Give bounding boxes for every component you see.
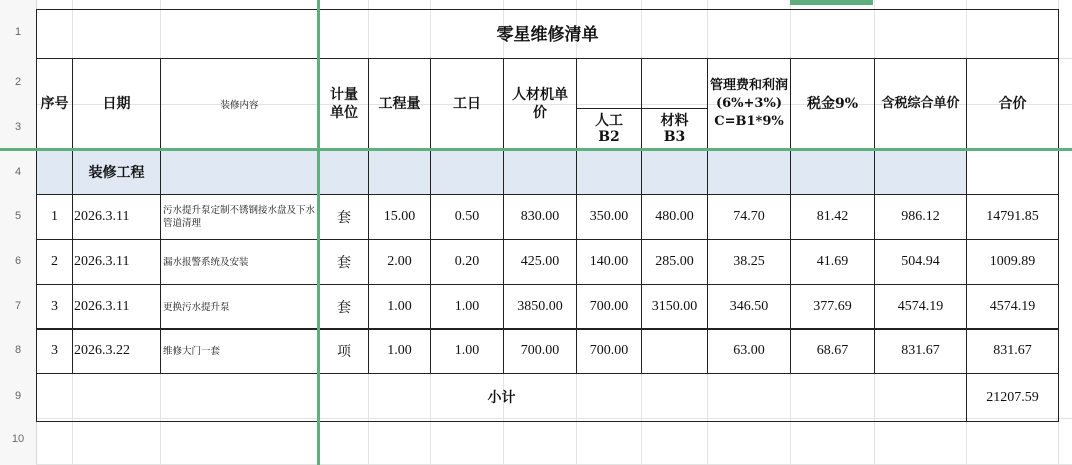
subtotal-value[interactable] bbox=[966, 373, 1059, 422]
title-text: 零星维修清单 bbox=[496, 24, 599, 45]
subtotal-value-text: 21207.59 bbox=[986, 389, 1039, 405]
table-cell-date[interactable] bbox=[72, 328, 161, 374]
table-cell-seq[interactable] bbox=[36, 328, 73, 374]
section-label-text: 装修工程 bbox=[88, 164, 145, 181]
cell-value: 2026.3.11 bbox=[74, 209, 130, 224]
cell-value: 480.00 bbox=[655, 209, 694, 224]
cell-value: 38.25 bbox=[733, 254, 765, 269]
table-cell-tax[interactable] bbox=[790, 194, 875, 240]
table-cell-date[interactable] bbox=[72, 239, 161, 285]
table-cell-content[interactable] bbox=[160, 284, 319, 330]
cell-value: 套 bbox=[337, 210, 351, 226]
cell-value: 0.50 bbox=[454, 209, 480, 224]
cell-value: 1.00 bbox=[454, 299, 480, 314]
header-labor[interactable] bbox=[576, 108, 642, 150]
header-material-text: 材料 B3 bbox=[660, 113, 689, 145]
header-mgmt[interactable] bbox=[707, 58, 791, 150]
table-cell-workday[interactable] bbox=[430, 194, 504, 240]
table-cell-total[interactable] bbox=[966, 239, 1059, 285]
cell-value: 700.00 bbox=[589, 343, 629, 358]
header-mgmt-text: 管理费和利润 (6%+3%) C=B1*9% bbox=[709, 78, 788, 129]
header-labor-text: 人工 B2 bbox=[595, 113, 623, 145]
cell-value: 1009.89 bbox=[989, 254, 1036, 269]
header-seq-text: 序号 bbox=[40, 96, 69, 112]
section-cell[interactable] bbox=[874, 150, 967, 195]
cell-value: 3 bbox=[51, 343, 58, 358]
cell-value: 2026.3.11 bbox=[74, 254, 130, 269]
subtotal-label-text: 小计 bbox=[487, 389, 516, 406]
row-number-8[interactable]: 8 bbox=[14, 344, 22, 356]
header-unit[interactable] bbox=[319, 58, 369, 150]
cell-value: 63.00 bbox=[733, 343, 765, 358]
section-cell[interactable] bbox=[430, 150, 504, 195]
header-unit-price[interactable] bbox=[503, 58, 577, 150]
cell-value: 2026.3.11 bbox=[74, 299, 130, 314]
header-date[interactable] bbox=[72, 58, 161, 150]
header-material[interactable] bbox=[641, 108, 708, 150]
table-cell-unit[interactable] bbox=[319, 194, 369, 240]
cell-value: 套 bbox=[337, 300, 351, 316]
table-cell-labor[interactable] bbox=[576, 284, 642, 330]
table-cell-unit[interactable] bbox=[319, 284, 369, 330]
cell-value: 346.50 bbox=[729, 299, 769, 314]
table-cell-mgmt[interactable] bbox=[707, 239, 791, 285]
table-cell-tax-unit-price[interactable] bbox=[874, 239, 967, 285]
table-cell-tax-unit-price[interactable] bbox=[874, 284, 967, 330]
row-header-column bbox=[0, 0, 37, 465]
cell-value: 2 bbox=[51, 254, 58, 269]
table-cell-content[interactable] bbox=[160, 328, 319, 374]
header-content-text: 装修内容 bbox=[220, 100, 259, 111]
table-cell-unit[interactable] bbox=[319, 239, 369, 285]
cell-value: 3 bbox=[51, 299, 58, 314]
section-cell[interactable] bbox=[576, 150, 642, 195]
header-qty[interactable] bbox=[368, 58, 431, 150]
header-qty-text: 工程量 bbox=[378, 96, 421, 112]
cell-value: 2.00 bbox=[387, 254, 412, 269]
freeze-pane-vertical[interactable] bbox=[317, 0, 320, 465]
table-cell-tax[interactable] bbox=[790, 284, 875, 330]
table-cell-labor[interactable] bbox=[576, 328, 642, 374]
cell-value: 14791.85 bbox=[986, 209, 1039, 224]
table-cell-tax[interactable] bbox=[790, 239, 875, 285]
table-cell-mgmt[interactable] bbox=[707, 194, 791, 240]
table-cell-mgmt[interactable] bbox=[707, 328, 791, 374]
table-cell-material[interactable] bbox=[641, 194, 708, 240]
row-number-6[interactable]: 6 bbox=[14, 255, 22, 267]
table-cell-tax-unit-price[interactable] bbox=[874, 194, 967, 240]
table-cell-seq[interactable] bbox=[36, 239, 73, 285]
table-cell-workday[interactable] bbox=[430, 239, 504, 285]
header-total-text: 合价 bbox=[998, 96, 1027, 112]
table-cell-date[interactable] bbox=[72, 284, 161, 330]
table-cell-labor[interactable] bbox=[576, 194, 642, 240]
cell-value: 漏水报警系统及安装 bbox=[163, 256, 249, 268]
cell-value: 830.00 bbox=[520, 209, 560, 224]
section-cell[interactable] bbox=[790, 150, 875, 195]
header-tax-unit-price-text: 含税综合单价 bbox=[881, 96, 960, 111]
header-unit-text: 计量单位 bbox=[330, 87, 358, 121]
cell-value: 项 bbox=[337, 344, 351, 360]
section-cell[interactable] bbox=[160, 150, 319, 195]
cell-value: 81.42 bbox=[816, 209, 849, 224]
header-total[interactable] bbox=[966, 58, 1059, 150]
table-cell-mgmt[interactable] bbox=[707, 284, 791, 330]
header-labor-top[interactable] bbox=[576, 58, 642, 109]
row-number-7[interactable]: 7 bbox=[14, 300, 22, 312]
cell-value: 4574.19 bbox=[897, 299, 944, 314]
table-cell-total[interactable] bbox=[966, 194, 1059, 240]
table-cell-workday[interactable] bbox=[430, 328, 504, 374]
cell-value: 1 bbox=[51, 209, 58, 224]
cell-value: 986.12 bbox=[901, 209, 940, 224]
table-cell-tax-unit-price[interactable] bbox=[874, 328, 967, 374]
column-selection-indicator bbox=[790, 0, 873, 5]
table-cell-labor[interactable] bbox=[576, 239, 642, 285]
table-cell-material[interactable] bbox=[641, 239, 708, 285]
table-cell-content[interactable] bbox=[160, 239, 319, 285]
cell-value: 更换污水提升泵 bbox=[163, 301, 230, 313]
cell-value: 74.70 bbox=[733, 209, 765, 224]
section-cell[interactable] bbox=[707, 150, 791, 195]
cell-value: 2026.3.22 bbox=[74, 343, 130, 358]
table-cell-qty[interactable] bbox=[368, 239, 431, 285]
cell-value: 4574.19 bbox=[989, 299, 1036, 314]
header-content[interactable] bbox=[160, 58, 319, 150]
cell-value: 1.00 bbox=[387, 299, 412, 314]
cell-value: 污水提升泵定制不锈钢接水盘及下水管道清理 bbox=[163, 205, 316, 229]
table-cell-total[interactable] bbox=[966, 284, 1059, 330]
freeze-pane-horizontal[interactable] bbox=[0, 148, 1072, 151]
cell-value: 831.67 bbox=[993, 343, 1032, 358]
section-cell[interactable] bbox=[641, 150, 708, 195]
row-number-4[interactable]: 4 bbox=[14, 166, 22, 178]
cell-value: 377.69 bbox=[813, 299, 852, 314]
table-cell-total[interactable] bbox=[966, 328, 1059, 374]
row-number-1[interactable]: 1 bbox=[14, 26, 22, 38]
section-cell[interactable] bbox=[503, 150, 577, 195]
table-cell-qty[interactable] bbox=[368, 194, 431, 240]
header-date-text: 日期 bbox=[102, 96, 131, 112]
table-cell-content[interactable] bbox=[160, 194, 319, 240]
table-cell-material[interactable] bbox=[641, 328, 708, 374]
row-number-5[interactable]: 5 bbox=[14, 210, 22, 222]
header-unit-price-text: 人材机单价 bbox=[512, 87, 568, 121]
table-cell-unit-price[interactable] bbox=[503, 239, 577, 285]
table-cell-unit[interactable] bbox=[319, 328, 369, 374]
table-cell-tax[interactable] bbox=[790, 328, 875, 374]
cell-value: 套 bbox=[337, 255, 351, 271]
section-cell[interactable] bbox=[36, 150, 73, 195]
table-cell-material[interactable] bbox=[641, 284, 708, 330]
table-cell-date[interactable] bbox=[72, 194, 161, 240]
header-material-top[interactable] bbox=[641, 58, 708, 109]
cell-value: 700.00 bbox=[589, 299, 629, 314]
section-cell[interactable] bbox=[368, 150, 431, 195]
row-number-10[interactable]: 10 bbox=[11, 433, 25, 445]
cell-value: 41.69 bbox=[816, 254, 849, 269]
cell-value: 1.00 bbox=[387, 343, 412, 358]
cell-value: 140.00 bbox=[589, 254, 629, 269]
cell-value: 3150.00 bbox=[651, 299, 698, 314]
cell-value: 68.67 bbox=[816, 343, 849, 358]
subtotal-label[interactable] bbox=[36, 373, 967, 422]
sheet-title[interactable] bbox=[36, 9, 1059, 59]
header-workday[interactable] bbox=[430, 58, 504, 150]
cell-value: 350.00 bbox=[589, 209, 629, 224]
cell-value: 15.00 bbox=[383, 209, 416, 224]
table-cell-unit-price[interactable] bbox=[503, 328, 577, 374]
header-tax[interactable] bbox=[790, 58, 875, 150]
table-cell-qty[interactable] bbox=[368, 328, 431, 374]
cell-value: 285.00 bbox=[655, 254, 694, 269]
section-cell[interactable] bbox=[966, 150, 1059, 195]
cell-value: 831.67 bbox=[901, 343, 940, 358]
row-number-2[interactable]: 2 bbox=[14, 76, 22, 88]
table-cell-seq[interactable] bbox=[36, 284, 73, 330]
cell-value: 1.00 bbox=[454, 343, 480, 358]
table-cell-qty[interactable] bbox=[368, 284, 431, 330]
table-cell-workday[interactable] bbox=[430, 284, 504, 330]
cell-value: 3850.00 bbox=[517, 299, 563, 314]
section-label[interactable] bbox=[72, 150, 161, 195]
cell-value: 0.20 bbox=[454, 254, 480, 269]
table-cell-unit-price[interactable] bbox=[503, 194, 577, 240]
cell-value: 425.00 bbox=[520, 254, 560, 269]
section-cell[interactable] bbox=[319, 150, 369, 195]
table-cell-seq[interactable] bbox=[36, 194, 73, 240]
row-number-3[interactable]: 3 bbox=[14, 121, 22, 133]
cell-value: 700.00 bbox=[520, 343, 560, 358]
header-workday-text: 工日 bbox=[453, 96, 481, 112]
row-number-9[interactable]: 9 bbox=[14, 390, 22, 402]
table-cell-unit-price[interactable] bbox=[503, 284, 577, 330]
header-tax-text: 税金9% bbox=[806, 96, 859, 112]
header-tax-unit-price[interactable] bbox=[874, 58, 967, 150]
cell-value: 维修大门一套 bbox=[163, 345, 221, 357]
cell-value: 504.94 bbox=[901, 254, 940, 269]
header-seq[interactable] bbox=[36, 58, 73, 150]
